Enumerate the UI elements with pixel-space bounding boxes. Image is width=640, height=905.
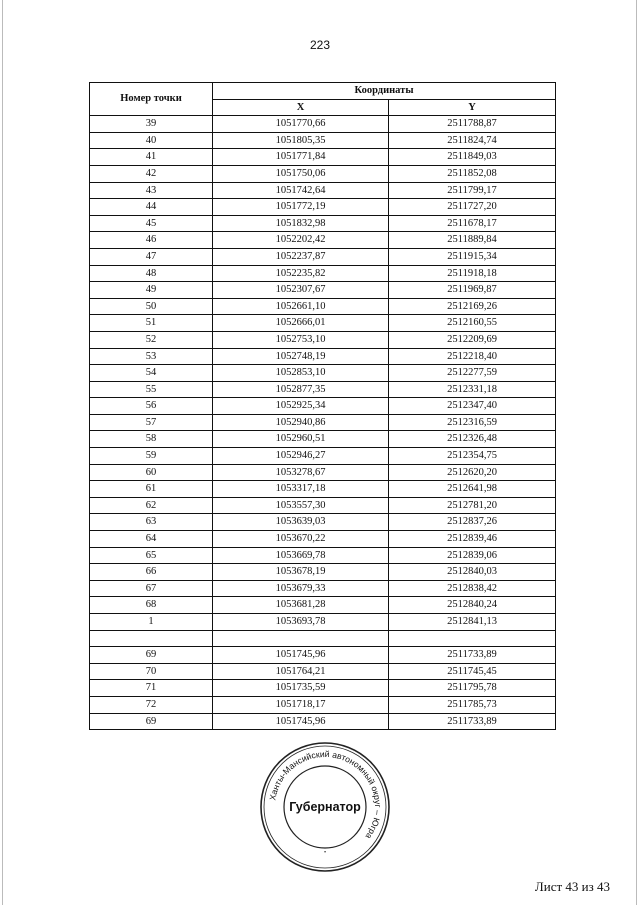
x-coordinate-cell: [213, 630, 389, 647]
governor-seal: [259, 741, 391, 873]
x-coordinate-cell: 1052307,67: [213, 282, 389, 299]
table-row: [90, 614, 556, 631]
x-coordinate-cell: 1051745,96: [213, 647, 389, 664]
point-number-cell: 53: [90, 348, 213, 365]
y-coordinate-cell: 2511889,84: [389, 232, 556, 249]
y-coordinate-cell: 2512347,40: [389, 398, 556, 415]
y-coordinate-cell: 2511733,89: [389, 713, 556, 730]
table-header: [90, 83, 556, 116]
table-row: [90, 149, 556, 166]
x-coordinate-cell: 1051745,96: [213, 713, 389, 730]
table-row: [90, 448, 556, 465]
table-row: [90, 348, 556, 365]
table-row: [90, 713, 556, 730]
point-number-cell: 63: [90, 514, 213, 531]
seal-star-icon: •: [323, 850, 327, 856]
y-coordinate-cell: 2512354,75: [389, 448, 556, 465]
x-coordinate-cell: 1052666,01: [213, 315, 389, 332]
y-coordinate-cell: 2512839,46: [389, 531, 556, 548]
point-number-cell: 66: [90, 564, 213, 581]
y-coordinate-cell: 2512209,69: [389, 331, 556, 348]
point-number-cell: 69: [90, 713, 213, 730]
x-coordinate-cell: 1051770,66: [213, 116, 389, 133]
point-number-cell: 54: [90, 365, 213, 382]
x-coordinate-cell: 1051764,21: [213, 663, 389, 680]
x-coordinate-cell: 1051771,84: [213, 149, 389, 166]
point-number-cell: 67: [90, 580, 213, 597]
x-coordinate-cell: 1052853,10: [213, 365, 389, 382]
y-coordinate-cell: 2511824,74: [389, 132, 556, 149]
table-row: [90, 647, 556, 664]
table-row: [90, 232, 556, 249]
y-coordinate-cell: 2511852,08: [389, 165, 556, 182]
x-coordinate-cell: 1051832,98: [213, 215, 389, 232]
x-coordinate-cell: 1052237,87: [213, 248, 389, 265]
x-coordinate-cell: 1051805,35: [213, 132, 389, 149]
y-coordinate-cell: 2511969,87: [389, 282, 556, 299]
table-row: [90, 481, 556, 498]
point-number-cell: 1: [90, 614, 213, 631]
point-number-cell: 52: [90, 331, 213, 348]
table-row: [90, 696, 556, 713]
header-point-number: Номер точки: [90, 83, 213, 116]
y-coordinate-cell: 2511795,78: [389, 680, 556, 697]
x-coordinate-cell: 1053670,22: [213, 531, 389, 548]
point-number-cell: 70: [90, 663, 213, 680]
seal-ring-text-path: Ханты-Мансийский автономный округ – Югра: [267, 748, 384, 841]
scan-edge-right: [636, 0, 637, 905]
x-coordinate-cell: 1053679,33: [213, 580, 389, 597]
y-coordinate-cell: 2511849,03: [389, 149, 556, 166]
table-row: [90, 564, 556, 581]
x-coordinate-cell: 1053693,78: [213, 614, 389, 631]
point-number-cell: 58: [90, 431, 213, 448]
x-coordinate-cell: 1051750,06: [213, 165, 389, 182]
point-number-cell: 50: [90, 298, 213, 315]
point-number-cell: 47: [90, 248, 213, 265]
y-coordinate-cell: 2511678,17: [389, 215, 556, 232]
x-coordinate-cell: 1053669,78: [213, 547, 389, 564]
point-number-cell: 51: [90, 315, 213, 332]
x-coordinate-cell: 1053317,18: [213, 481, 389, 498]
y-coordinate-cell: 2511745,45: [389, 663, 556, 680]
y-coordinate-cell: 2512641,98: [389, 481, 556, 498]
point-number-cell: 61: [90, 481, 213, 498]
table-row: [90, 165, 556, 182]
x-coordinate-cell: 1051742,64: [213, 182, 389, 199]
scan-edge-left: [2, 0, 3, 905]
table-body: [90, 116, 556, 730]
table-row: [90, 497, 556, 514]
x-coordinate-cell: 1052925,34: [213, 398, 389, 415]
page-number: 223: [309, 38, 331, 52]
x-coordinate-cell: 1051718,17: [213, 696, 389, 713]
table-row: [90, 381, 556, 398]
y-coordinate-cell: 2512620,20: [389, 464, 556, 481]
table-row: [90, 265, 556, 282]
x-coordinate-cell: 1052661,10: [213, 298, 389, 315]
y-coordinate-cell: 2512331,18: [389, 381, 556, 398]
table-row: [90, 580, 556, 597]
y-coordinate-cell: 2511727,20: [389, 199, 556, 216]
y-coordinate-cell: 2512218,40: [389, 348, 556, 365]
point-number-cell: 64: [90, 531, 213, 548]
table-row: [90, 182, 556, 199]
point-number-cell: 40: [90, 132, 213, 149]
table-row: [90, 663, 556, 680]
table-row: [90, 132, 556, 149]
point-number-cell: 69: [90, 647, 213, 664]
point-number-cell: [90, 630, 213, 647]
y-coordinate-cell: 2512277,59: [389, 365, 556, 382]
table-row: [90, 531, 556, 548]
x-coordinate-cell: 1052748,19: [213, 348, 389, 365]
y-coordinate-cell: 2511915,34: [389, 248, 556, 265]
y-coordinate-cell: 2511785,73: [389, 696, 556, 713]
point-number-cell: 44: [90, 199, 213, 216]
point-number-cell: 39: [90, 116, 213, 133]
x-coordinate-cell: 1053678,19: [213, 564, 389, 581]
point-number-cell: 57: [90, 414, 213, 431]
header-y: Y: [389, 99, 556, 116]
table-row: [90, 464, 556, 481]
x-coordinate-cell: 1052202,42: [213, 232, 389, 249]
point-number-cell: 65: [90, 547, 213, 564]
x-coordinate-cell: 1052960,51: [213, 431, 389, 448]
point-number-cell: 72: [90, 696, 213, 713]
table-row: [90, 398, 556, 415]
y-coordinate-cell: 2512840,24: [389, 597, 556, 614]
y-coordinate-cell: 2512781,20: [389, 497, 556, 514]
table-row: [90, 199, 556, 216]
point-number-cell: 46: [90, 232, 213, 249]
x-coordinate-cell: 1052940,86: [213, 414, 389, 431]
y-coordinate-cell: [389, 630, 556, 647]
y-coordinate-cell: 2512326,48: [389, 431, 556, 448]
table-row: [90, 365, 556, 382]
sheet-footer: Лист 43 из 43: [534, 879, 610, 894]
seal-ring-text: [267, 749, 383, 841]
header-coordinates: Координаты: [213, 83, 556, 100]
y-coordinate-cell: 2511788,87: [389, 116, 556, 133]
table-row: [90, 514, 556, 531]
y-coordinate-cell: 2512839,06: [389, 547, 556, 564]
x-coordinate-cell: 1053278,67: [213, 464, 389, 481]
point-number-cell: 42: [90, 165, 213, 182]
seal-title: Губернатор: [289, 800, 361, 814]
table-row: [90, 298, 556, 315]
point-number-cell: 68: [90, 597, 213, 614]
y-coordinate-cell: 2511733,89: [389, 647, 556, 664]
coordinates-table: [89, 82, 556, 730]
table-row: [90, 431, 556, 448]
table-row: [90, 248, 556, 265]
header-x: X: [213, 99, 389, 116]
table-row: [90, 331, 556, 348]
x-coordinate-cell: 1051735,59: [213, 680, 389, 697]
y-coordinate-cell: 2512160,55: [389, 315, 556, 332]
y-coordinate-cell: 2512840,03: [389, 564, 556, 581]
y-coordinate-cell: 2512837,26: [389, 514, 556, 531]
x-coordinate-cell: 1051772,19: [213, 199, 389, 216]
table-row: [90, 315, 556, 332]
x-coordinate-cell: 1053681,28: [213, 597, 389, 614]
x-coordinate-cell: 1053557,30: [213, 497, 389, 514]
y-coordinate-cell: 2511799,17: [389, 182, 556, 199]
point-number-cell: 49: [90, 282, 213, 299]
table-row: [90, 215, 556, 232]
x-coordinate-cell: 1052235,82: [213, 265, 389, 282]
point-number-cell: 41: [90, 149, 213, 166]
point-number-cell: 62: [90, 497, 213, 514]
table-row: [90, 547, 556, 564]
y-coordinate-cell: 2511918,18: [389, 265, 556, 282]
point-number-cell: 55: [90, 381, 213, 398]
x-coordinate-cell: 1052877,35: [213, 381, 389, 398]
table-row: [90, 680, 556, 697]
table-row: [90, 116, 556, 133]
point-number-cell: 71: [90, 680, 213, 697]
table-row: [90, 597, 556, 614]
x-coordinate-cell: 1052753,10: [213, 331, 389, 348]
point-number-cell: 60: [90, 464, 213, 481]
y-coordinate-cell: 2512169,26: [389, 298, 556, 315]
y-coordinate-cell: 2512838,42: [389, 580, 556, 597]
table-row: [90, 414, 556, 431]
x-coordinate-cell: 1053639,03: [213, 514, 389, 531]
point-number-cell: 56: [90, 398, 213, 415]
x-coordinate-cell: 1052946,27: [213, 448, 389, 465]
point-number-cell: 45: [90, 215, 213, 232]
y-coordinate-cell: 2512841,13: [389, 614, 556, 631]
point-number-cell: 59: [90, 448, 213, 465]
point-number-cell: 48: [90, 265, 213, 282]
table-row: [90, 282, 556, 299]
table-row: [90, 630, 556, 647]
y-coordinate-cell: 2512316,59: [389, 414, 556, 431]
point-number-cell: 43: [90, 182, 213, 199]
